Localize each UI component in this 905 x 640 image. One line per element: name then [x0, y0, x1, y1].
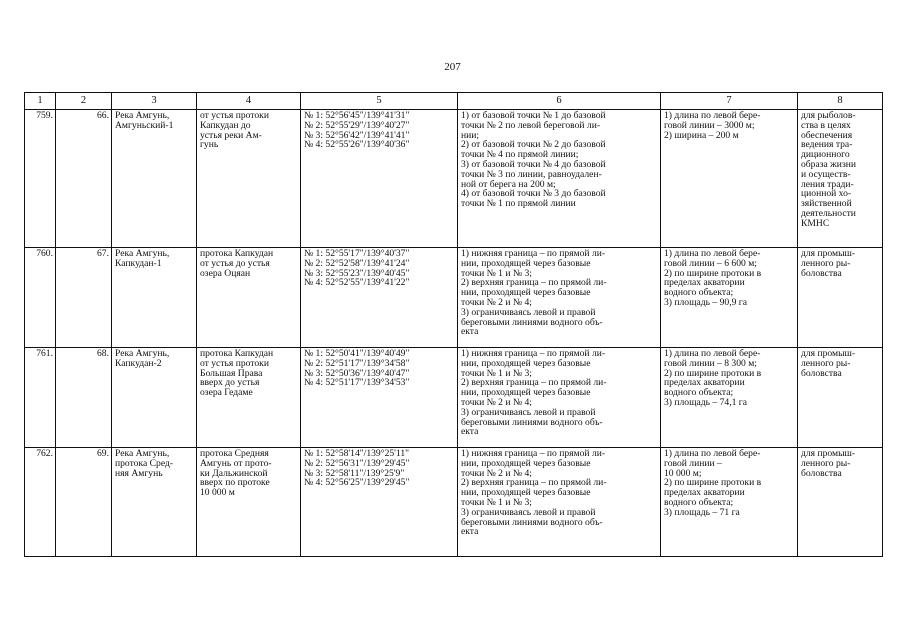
size-line: 2) по ширине протоки в [664, 477, 762, 489]
location-line: Большая Права [200, 367, 263, 379]
borders-description [458, 110, 661, 248]
area-number: 67. [56, 248, 112, 348]
size-line: 10 000 м; [664, 467, 702, 479]
size-line: водного объекта; [664, 287, 734, 299]
area-name-line: Река Амгунь, [115, 348, 170, 359]
area-name-line: няя Амгунь [115, 467, 163, 479]
size-line: говой линии – [664, 457, 722, 469]
size-line: 1) длина по левой бере- [664, 348, 761, 359]
location-line: ки Дальжинской [200, 467, 268, 479]
location-line: вверх до устья [200, 377, 260, 389]
header-col-1: 1 [25, 93, 56, 110]
location-line: от устья протоки [200, 110, 269, 121]
borders-line: нии, проходящей через базовые [461, 257, 591, 269]
coordinate-line: № 3: 52°50'36"/139°40'47" [304, 367, 410, 379]
coordinate-line: № 4: 52°56'25"/139°29'45" [304, 477, 410, 489]
purpose-line: для рыболов- [801, 110, 856, 121]
borders-line: екта [461, 526, 479, 538]
purpose-line: ства в целях [801, 119, 851, 131]
area-name-line: Река Амгунь, [115, 110, 170, 121]
borders-line: 1) от базовой точки № 1 до базовой [461, 110, 606, 121]
location-line: гунь [200, 139, 219, 151]
page-number: 207 [444, 61, 461, 73]
location-line: от устья до устья [200, 257, 270, 269]
area-name-line: Река Амгунь, [115, 248, 170, 259]
purpose-line: и осуществ- [801, 168, 851, 180]
coordinate-line: № 2: 52°56'31"/139°29'45" [304, 457, 410, 469]
location-line: Амгунь от прото- [200, 457, 272, 469]
area-size [661, 248, 798, 348]
coordinate-line: № 2: 52°52'58"/139°41'24" [304, 257, 410, 269]
header-row [25, 93, 883, 110]
location-line: озера Оцяан [200, 267, 251, 279]
area-location [197, 348, 301, 448]
purpose-line: ционной хо- [801, 188, 852, 200]
coordinate-line: № 1: 52°56'45"/139°41'31" [304, 110, 410, 121]
borders-line: 3) ограничиваясь левой и правой [461, 506, 596, 518]
size-line: говой линии – 6 600 м; [664, 257, 757, 269]
size-line: 1) длина по левой бере- [664, 248, 761, 259]
size-line: 3) площадь – 71 га [664, 506, 740, 518]
purpose-line: образа жизни [801, 158, 857, 170]
coordinates [301, 448, 458, 557]
purpose-line: диционного [801, 149, 850, 161]
borders-line: береговыми линиями водного объ- [461, 316, 603, 328]
borders-description [458, 248, 661, 348]
borders-line: 1) нижняя граница – по прямой ли- [461, 248, 606, 259]
coordinate-line: № 1: 52°55'17"/139°40'37" [304, 248, 410, 259]
area-name [112, 248, 197, 348]
coordinate-line: № 3: 52°58'11"/139°25'9" [304, 467, 405, 479]
borders-line: нии, проходящей через базовые [461, 487, 591, 499]
purpose-line: боловства [801, 467, 842, 479]
purpose-line: обеспечения [801, 129, 853, 141]
borders-line: нии, проходящей через базовые [461, 387, 591, 399]
fishing-areas-table [24, 92, 883, 557]
location-line: протока Капкудан [200, 248, 274, 259]
borders-line: точки № 4 по прямой линии; [461, 149, 579, 161]
area-size [661, 348, 798, 448]
borders-line: 3) ограничиваясь левой и правой [461, 306, 596, 318]
location-line: 10 000 м [200, 487, 235, 499]
table-row [25, 448, 883, 557]
size-line: говой линии – 8 300 м; [664, 357, 757, 369]
borders-line: 3) ограничиваясь левой и правой [461, 406, 596, 418]
borders-line: нии, проходящей через базовые [461, 287, 591, 299]
size-line: 3) площадь – 90,9 га [664, 296, 747, 308]
table-row [25, 110, 883, 248]
borders-line: 1) нижняя граница – по прямой ли- [461, 448, 606, 459]
coordinates [301, 248, 458, 348]
purpose-line: для промыш- [801, 448, 856, 459]
borders-line: точки № 2 и № 4; [461, 296, 532, 308]
borders-line: 3) от базовой точки № 4 до базовой [461, 158, 606, 170]
area-location [197, 248, 301, 348]
purpose-line: ленного ры- [801, 257, 851, 269]
borders-line: 2) верхняя граница – по прямой ли- [461, 377, 607, 389]
header-col-4: 4 [197, 93, 301, 110]
size-line: 2) ширина – 200 м [664, 129, 739, 141]
borders-line: 2) верхняя граница – по прямой ли- [461, 477, 607, 489]
purpose-line: КМНС [801, 217, 830, 229]
coordinate-line: № 1: 52°50'41"/139°40'49" [304, 348, 410, 359]
purpose-line: боловства [801, 367, 842, 379]
borders-line: точки № 2 и № 4; [461, 467, 532, 479]
borders-line: 4) от базовой точки № 3 до базовой [461, 188, 606, 200]
area-name-line: Река Амгунь, [115, 448, 170, 459]
location-line: устья реки Ам- [200, 129, 262, 141]
borders-line: екта [461, 426, 479, 438]
purpose-line: ведения тра- [801, 139, 853, 151]
borders-line: береговыми линиями водного объ- [461, 516, 603, 528]
coordinate-line: № 4: 52°55'26"/139°40'36" [304, 139, 410, 151]
borders-line: 1) нижняя граница – по прямой ли- [461, 348, 606, 359]
borders-line: екта [461, 326, 479, 338]
borders-line: точки № 2 по левой береговой ли- [461, 119, 601, 131]
area-purpose [798, 348, 883, 448]
location-line: Капкудан до [200, 119, 251, 131]
size-line: говой линии – 3000 м; [664, 119, 755, 131]
purpose-line: для промыш- [801, 348, 856, 359]
area-name [112, 110, 197, 248]
size-line: водного объекта; [664, 387, 734, 399]
borders-line: 2) от базовой точки № 2 до базовой [461, 139, 606, 151]
coordinate-line: № 2: 52°55'29"/139°40'27" [304, 119, 410, 131]
location-line: вверх по протоке [200, 477, 270, 489]
header-col-5: 5 [301, 93, 458, 110]
size-line: 1) длина по левой бере- [664, 448, 761, 459]
size-line: 3) площадь – 74,1 га [664, 396, 747, 408]
borders-line: точки № 1 и № 3; [461, 367, 532, 379]
coordinate-line: № 4: 52°51'17"/139°34'53" [304, 377, 410, 389]
borders-line: точки № 2 и № 4; [461, 396, 532, 408]
size-line: водного объекта; [664, 496, 734, 508]
borders-line: точки № 3 по линии, равноудален- [461, 168, 602, 180]
area-number: 68. [56, 348, 112, 448]
borders-line: ной от берега на 200 м; [461, 178, 556, 190]
location-line: озера Гедаме [200, 387, 253, 399]
location-line: протока Средняя [200, 448, 269, 459]
purpose-line: ленного ры- [801, 457, 851, 469]
purpose-line: ления тради- [801, 178, 854, 190]
purpose-line: зяйственной [801, 198, 852, 210]
coordinate-line: № 4: 52°52'55"/139°41'22" [304, 277, 410, 289]
area-name-line: протока Сред- [115, 457, 174, 469]
borders-line: береговыми линиями водного объ- [461, 416, 603, 428]
area-name-line: Капкудан-1 [115, 257, 162, 269]
location-line: от устья протоки [200, 357, 269, 369]
location-line: протока Капкудан [200, 348, 274, 359]
size-line: 2) по ширине протоки в [664, 267, 762, 279]
row-number: 762. [25, 448, 56, 557]
area-name [112, 348, 197, 448]
size-line: 1) длина по левой бере- [664, 110, 761, 121]
coordinate-line: № 3: 52°56'42"/139°41'41" [304, 129, 410, 141]
purpose-line: деятельности [801, 207, 856, 219]
area-number: 69. [56, 448, 112, 557]
coordinates [301, 110, 458, 248]
area-size [661, 110, 798, 248]
header-col-8: 8 [798, 93, 883, 110]
purpose-line: боловства [801, 267, 842, 279]
header-col-7: 7 [661, 93, 798, 110]
area-location [197, 448, 301, 557]
row-number: 760. [25, 248, 56, 348]
area-purpose [798, 110, 883, 248]
area-purpose [798, 248, 883, 348]
borders-line: нии, проходящей через базовые [461, 357, 591, 369]
purpose-line: для промыш- [801, 248, 856, 259]
borders-line: точки № 1 и № 3; [461, 267, 532, 279]
coordinate-line: № 2: 52°51'17"/139°34'58" [304, 357, 410, 369]
size-line: пределах акватории [664, 487, 745, 499]
size-line: пределах акватории [664, 377, 745, 389]
borders-description [458, 348, 661, 448]
borders-line: нии; [461, 129, 480, 141]
coordinates [301, 348, 458, 448]
area-name [112, 448, 197, 557]
borders-description [458, 448, 661, 557]
area-name-line: Капкудан-2 [115, 357, 162, 369]
header-col-3: 3 [112, 93, 197, 110]
area-name-line: Амгуньский-1 [115, 119, 174, 131]
area-size [661, 448, 798, 557]
header-col-6: 6 [458, 93, 661, 110]
header-col-2: 2 [56, 93, 112, 110]
row-number: 759. [25, 110, 56, 248]
size-line: 2) по ширине протоки в [664, 367, 762, 379]
coordinate-line: № 1: 52°58'14"/139°25'11" [304, 448, 410, 459]
area-purpose [798, 448, 883, 557]
area-location [197, 110, 301, 248]
row-number: 761. [25, 348, 56, 448]
borders-line: 2) верхняя граница – по прямой ли- [461, 277, 607, 289]
borders-line: точки № 1 и № 3; [461, 496, 532, 508]
purpose-line: ленного ры- [801, 357, 851, 369]
borders-line: нии, проходящей через базовые [461, 457, 591, 469]
table-row [25, 348, 883, 448]
coordinate-line: № 3: 52°55'23"/139°40'45" [304, 267, 410, 279]
borders-line: точки № 1 по прямой линии [461, 198, 576, 210]
size-line: пределах акватории [664, 277, 745, 289]
table-row [25, 248, 883, 348]
area-number: 66. [56, 110, 112, 248]
